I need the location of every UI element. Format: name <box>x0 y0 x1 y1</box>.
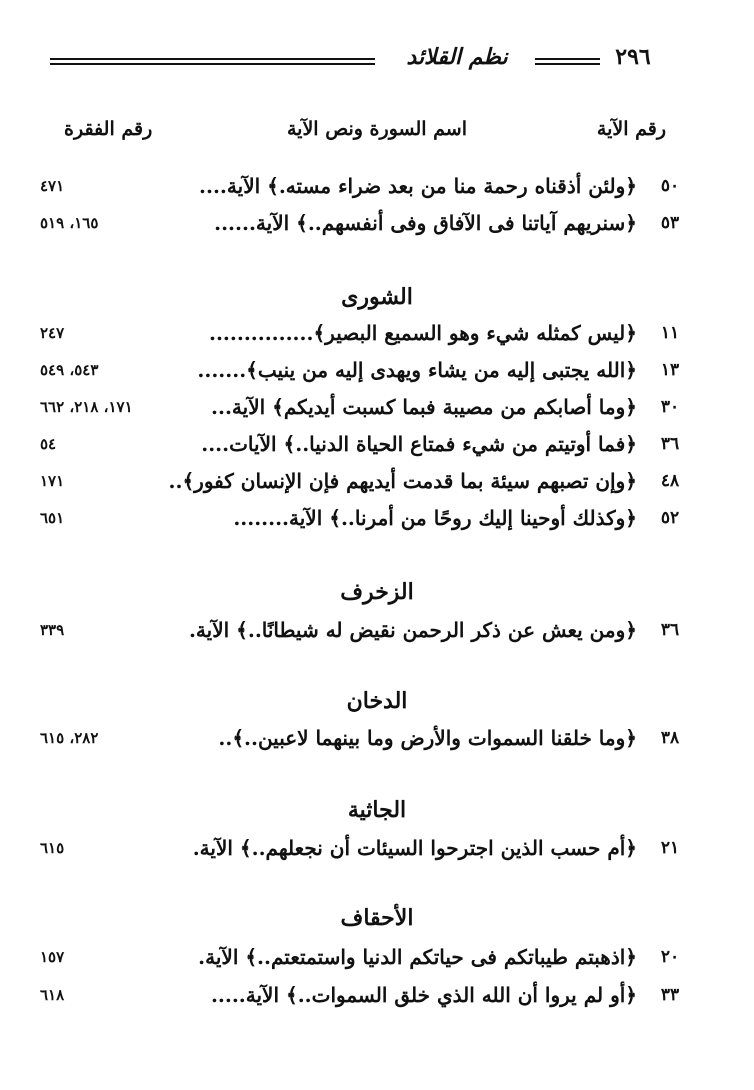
verse-text: ﴿ولئن أذقناه رحمة منا من بعد ضراء مسته.﴾ الآية.... <box>199 174 637 198</box>
paragraph-ref: ٥٤ <box>40 435 57 453</box>
verse-text: ﴿وما أصابكم من مصيبة فبما كسبت أيديكم﴾ الآية... <box>211 395 637 419</box>
index-row <box>40 395 730 425</box>
paragraph-ref: ٢٤٧ <box>40 324 65 342</box>
verse-number: ٤٨ <box>660 471 680 491</box>
verse-text: ﴿وكذلك أوحينا إليك روحًا من أمرنا..﴾ الآية........ <box>233 506 637 530</box>
verse-number: ٣٨ <box>660 728 680 748</box>
index-row <box>40 618 730 648</box>
verse-text: ﴿فما أوتيتم من شيء فمتاع الحياة الدنيا..﴾ الآيات.... <box>201 432 637 456</box>
surah-heading: الجاثية <box>347 797 407 823</box>
verse-number: ٥٠ <box>660 176 680 196</box>
page-number: ٢٩٦ <box>615 44 651 70</box>
paragraph-ref: ١٧١ <box>40 472 65 490</box>
leader-dots: ..... <box>210 983 246 1007</box>
paragraph-ref: ١٦٥، ٥١٩ <box>40 214 99 232</box>
paragraph-ref: ٢٨٢، ٦١٥ <box>40 729 99 747</box>
verse-text: ﴿أو لم يروا أن الله الذي خلق السموات..﴾ الآية..... <box>210 983 637 1007</box>
surah-heading: الأحقاف <box>340 905 414 931</box>
index-row <box>40 506 730 536</box>
paragraph-ref: ٦٥١ <box>40 509 65 527</box>
surah-heading: الشورى <box>341 284 413 310</box>
leader-dots: .. <box>218 726 233 750</box>
paragraph-ref: ٦١٥ <box>40 839 65 857</box>
header-rule-left <box>50 58 375 65</box>
paragraph-ref: ٤٧١ <box>40 177 65 195</box>
index-row <box>40 211 730 241</box>
index-row <box>40 836 730 866</box>
verse-number: ٣٦ <box>660 620 680 640</box>
paragraph-ref: ٦١٨ <box>40 986 65 1004</box>
column-header-verse-number: رقم الآية <box>596 118 666 140</box>
index-row <box>40 983 730 1013</box>
surah-heading: الزخرف <box>340 579 414 605</box>
verse-text: ﴿الله يجتبى إليه من يشاء ويهدى إليه من ينيب﴾....... <box>197 358 637 382</box>
index-row <box>40 726 730 756</box>
verse-number: ١٣ <box>660 360 680 380</box>
verse-number: ٢١ <box>660 838 680 858</box>
paragraph-ref: ٣٣٩ <box>40 621 65 639</box>
paragraph-ref: ٥٤٣، ٥٤٩ <box>40 361 99 379</box>
verse-number: ٥٢ <box>660 508 680 528</box>
leader-dots: ....... <box>197 358 247 382</box>
verse-text: ﴿ومن يعش عن ذكر الرحمن نقيض له شيطانًا..﴾ الآية. <box>188 618 637 642</box>
verse-text: ﴿اذهبتم طيباتكم فى حياتكم الدنيا واستمتعتم..﴾ الآية. <box>198 945 637 969</box>
index-row <box>40 469 730 499</box>
index-row <box>40 321 730 351</box>
leader-dots: ...... <box>214 211 256 235</box>
verse-number: ١١ <box>660 323 680 343</box>
verse-text: ﴿أم حسب الذين اجترحوا السيئات أن نجعلهم..﴾ الآية. <box>192 836 637 860</box>
leader-dots: .. <box>168 469 183 493</box>
index-row <box>40 945 730 975</box>
leader-dots: ............... <box>209 321 314 345</box>
leader-dots: .... <box>201 432 230 456</box>
verse-text: ﴿ليس كمثله شيء وهو السميع البصير﴾............... <box>209 321 637 345</box>
verse-number: ٣٦ <box>660 434 680 454</box>
header-rule-middle <box>535 58 600 65</box>
column-header-surah-verse: اسم السورة ونص الآية <box>287 118 467 140</box>
verse-text: ﴿وما خلقنا السموات والأرض وما بينهما لاعبين..﴾.. <box>218 726 637 750</box>
leader-dots: .... <box>199 174 227 198</box>
paragraph-ref: ١٥٧ <box>40 948 65 966</box>
verse-number: ٥٣ <box>660 213 680 233</box>
verse-text: ﴿سنريهم آياتنا فى الآفاق وفى أنفسهم..﴾ الآية...... <box>214 211 637 235</box>
leader-dots: ........ <box>233 506 290 530</box>
verse-text: ﴿وإن تصبهم سيئة بما قدمت أيديهم فإن الإنسان كفور﴾.. <box>168 469 637 493</box>
book-title: نظم القلائد <box>406 44 508 70</box>
leader-dots: ... <box>211 395 232 419</box>
index-row <box>40 174 730 204</box>
index-row <box>40 358 730 388</box>
running-header <box>40 44 730 80</box>
verse-number: ٣٣ <box>660 985 680 1005</box>
paragraph-ref: ١٧١، ٢١٨، ٦٦٢ <box>40 398 133 416</box>
surah-heading: الدخان <box>346 688 408 714</box>
verse-number: ٣٠ <box>660 397 680 417</box>
column-header-paragraph-number: رقم الفقرة <box>64 118 153 140</box>
index-row <box>40 432 730 462</box>
verse-number: ٢٠ <box>660 947 680 967</box>
